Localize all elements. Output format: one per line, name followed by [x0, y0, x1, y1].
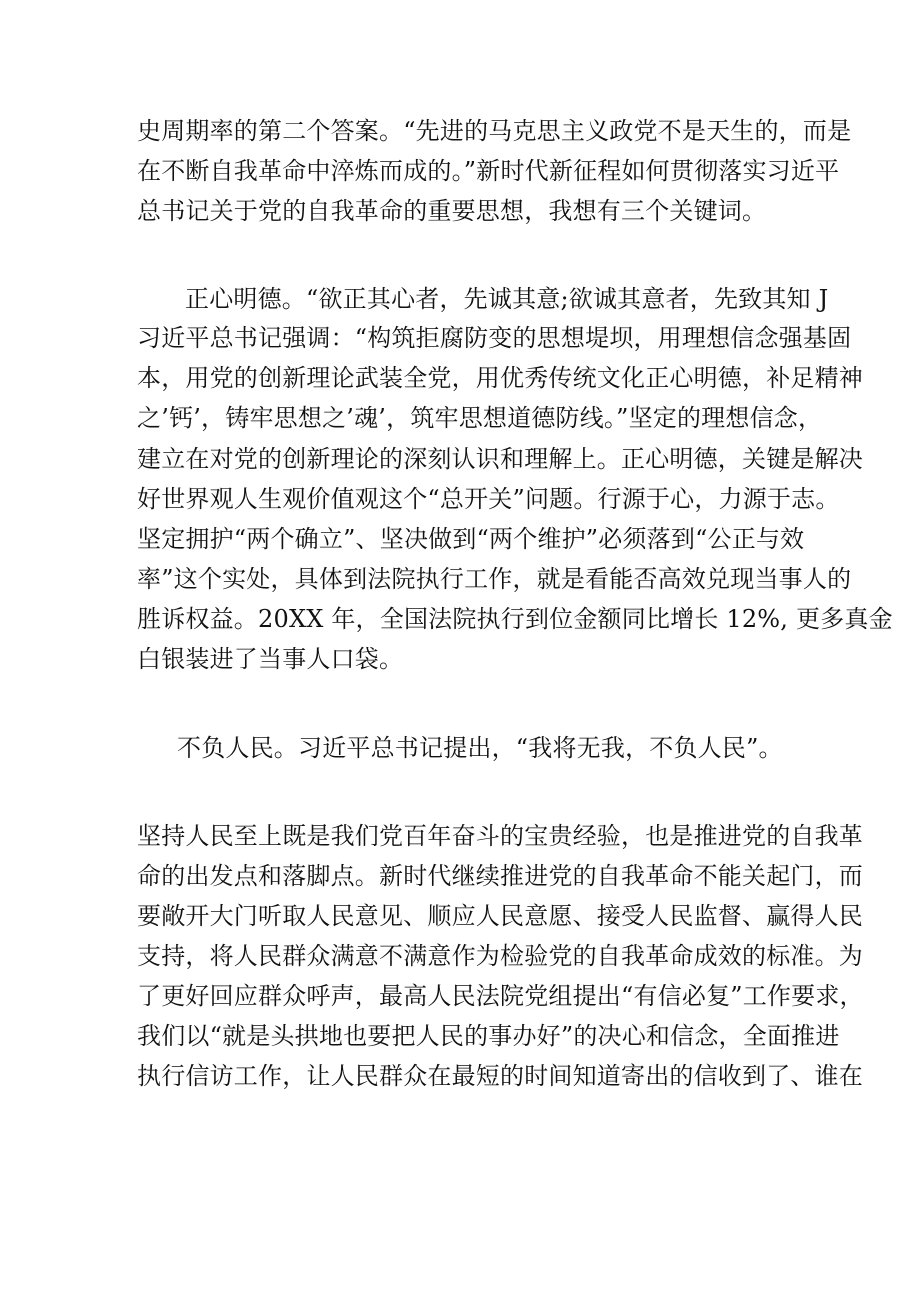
- text-line: 我们以“就是头拱地也要把人民的事办好”的决心和信念，全面推进: [137, 1022, 840, 1050]
- text-line: 执行信访工作，让人民群众在最短的时间知道寄出的信收到了、谁在: [137, 1062, 863, 1090]
- text-line: 总书记关于党的自我革命的重要思想，我想有三个关键词。: [137, 197, 767, 225]
- text-line: 命的出发点和落脚点。新时代继续推进党的自我革命不能关起门，而: [137, 862, 863, 890]
- text-line: 在不断自我革命中淬炼而成的。”新时代新征程如何贯彻落实习近平: [137, 157, 840, 185]
- text-line: 胜诉权益。20XX 年，全国法院执行到位金额同比增长 12%, 更多真金: [137, 605, 893, 633]
- text-line: 好世界观人生观价值观这个“总开关”问题。行源于心，力源于志。: [137, 485, 840, 513]
- text-line: 建立在对党的创新理论的深刻认识和理解上。正心明德，关键是解决: [137, 445, 863, 473]
- text-line: 支持，将人民群众满意不满意作为检验党的自我革命成效的标准。为: [137, 942, 863, 970]
- text-line: 白银装进了当事人口袋。: [137, 645, 404, 673]
- text-line: 坚定拥护“两个确立”、坚决做到“两个维护”必须落到“公正与效: [137, 525, 805, 553]
- text-line: 率”这个实处，具体到法院执行工作，就是看能否高效兑现当事人的: [137, 565, 852, 593]
- text-line: 之’钙’，铸牢思想之’魂’，筑牢思想道德防线。”坚定的理想信念，: [137, 404, 823, 432]
- text-line: 史周期率的第二个答案。“先进的马克思主义政党不是天生的，而是: [137, 117, 852, 145]
- text-line: 了更好回应群众呼声，最高人民法院党组提出“有信必复”工作要求，: [137, 982, 864, 1010]
- text-line: 本，用党的创新理论武装全党，用优秀传统文化正心明德，补足精神: [137, 364, 863, 392]
- text-line: 坚持人民至上既是我们党百年奋斗的宝贵经验，也是推进党的自我革: [137, 822, 863, 850]
- text-line: 习近平总书记强调：“构筑拒腐防变的思想堤坝，用理想信念强基固: [137, 324, 852, 352]
- text-line: 正心明德。“欲正其心者，先诚其意;欲诚其意者，先致其知 J: [185, 285, 829, 313]
- text-line: 不负人民。习近平总书记提出，“我将无我，不负人民”。: [177, 734, 783, 762]
- text-line: 要敞开大门听取人民意见、顺应人民意愿、接受人民监督、赢得人民: [137, 902, 863, 930]
